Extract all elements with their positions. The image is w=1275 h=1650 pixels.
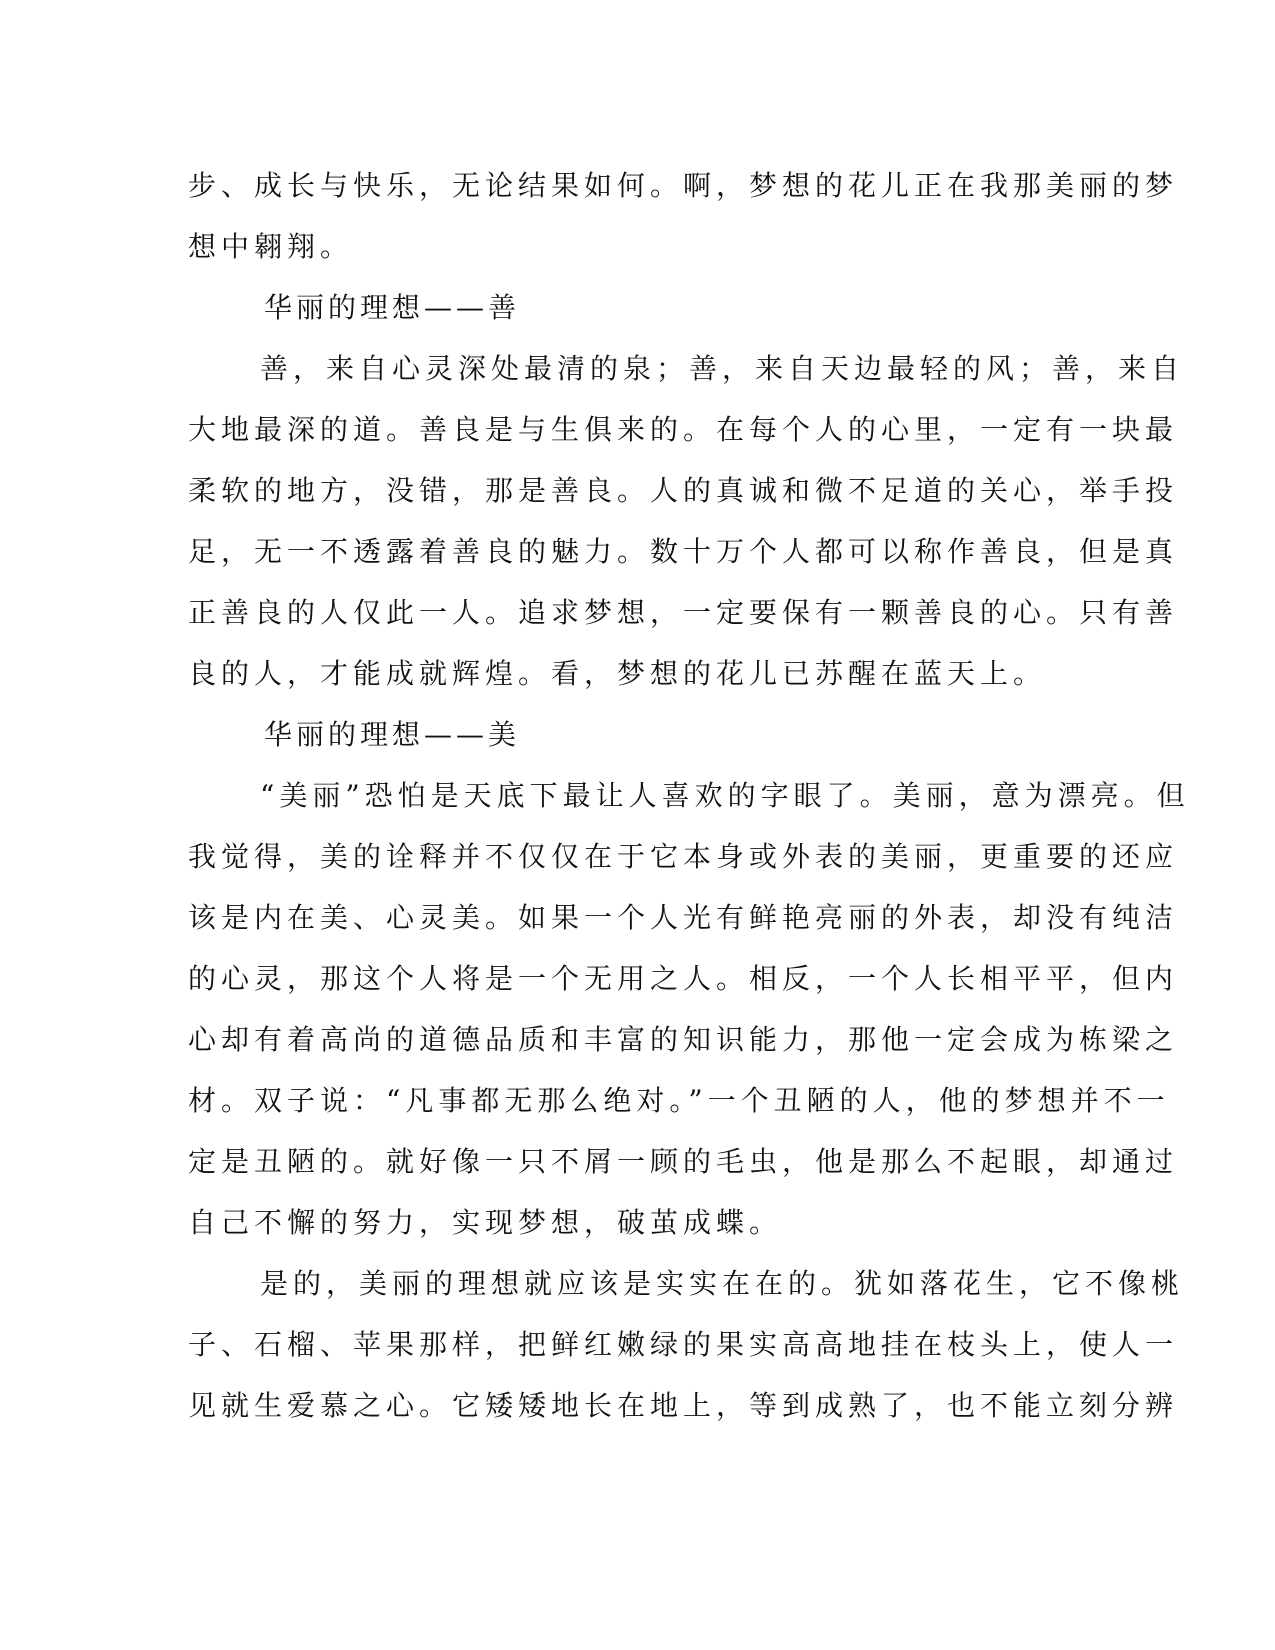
text-line: 良的人，才能成就辉煌。看，梦想的花儿已苏醒在蓝天上。 bbox=[188, 657, 1047, 690]
text-line: 子、石榴、苹果那样，把鲜红嫩绿的果实高高地挂在枝头上，使人一 bbox=[188, 1328, 1179, 1361]
text-line: 见就生爱慕之心。它矮矮地长在地上，等到成熟了，也不能立刻分辨 bbox=[188, 1389, 1179, 1422]
text-line: 自己不懈的努力，实现梦想，破茧成蝶。 bbox=[188, 1206, 783, 1239]
text-line: 是的，美丽的理想就应该是实实在在的。犹如落花生，它不像桃 bbox=[260, 1267, 1185, 1300]
text-line: 我觉得，美的诠释并不仅仅在于它本身或外表的美丽，更重要的还应 bbox=[188, 840, 1179, 873]
section-heading bbox=[188, 277, 1088, 338]
text-line: 大地最深的道。善良是与生俱来的。在每个人的心里，一定有一块最 bbox=[188, 413, 1179, 446]
section-heading bbox=[188, 704, 1088, 765]
text-line: 善，来自心灵深处最清的泉；善，来自天边最轻的风；善，来自 bbox=[260, 352, 1185, 385]
text-line: 心却有着高尚的道德品质和丰富的知识能力，那他一定会成为栋梁之 bbox=[188, 1023, 1179, 1056]
paragraph bbox=[188, 1253, 1185, 1436]
paragraph bbox=[188, 155, 1179, 277]
text-line: 足，无一不透露着善良的魅力。数十万个人都可以称作善良，但是真 bbox=[188, 535, 1179, 568]
text-line: 材。双子说：“凡事都无那么绝对。”一个丑陋的人，他的梦想并不一 bbox=[188, 1084, 1170, 1117]
text-line: 的心灵，那这个人将是一个无用之人。相反，一个人长相平平，但内 bbox=[188, 962, 1179, 995]
text-line: 柔软的地方，没错，那是善良。人的真诚和微不足道的关心，举手投 bbox=[188, 474, 1179, 507]
document-page bbox=[188, 155, 1190, 1436]
text-line: 该是内在美、心灵美。如果一个人光有鲜艳亮丽的外表，却没有纯洁 bbox=[188, 901, 1179, 934]
paragraph bbox=[188, 338, 1185, 704]
text-line: 正善良的人仅此一人。追求梦想，一定要保有一颗善良的心。只有善 bbox=[188, 596, 1179, 629]
text-line: 想中翱翔。 bbox=[188, 230, 354, 263]
text-line: 定是丑陋的。就好像一只不屑一顾的毛虫，他是那么不起眼，却通过 bbox=[188, 1145, 1179, 1178]
text-line: 步、成长与快乐，无论结果如何。啊，梦想的花儿正在我那美丽的梦 bbox=[188, 169, 1179, 202]
heading-text: 华丽的理想——美 bbox=[264, 718, 521, 751]
text-line: “美丽”恐怕是天底下最让人喜欢的字眼了。美丽，意为漂亮。但 bbox=[260, 779, 1190, 812]
paragraph bbox=[188, 765, 1190, 1253]
heading-text: 华丽的理想——善 bbox=[264, 291, 521, 324]
